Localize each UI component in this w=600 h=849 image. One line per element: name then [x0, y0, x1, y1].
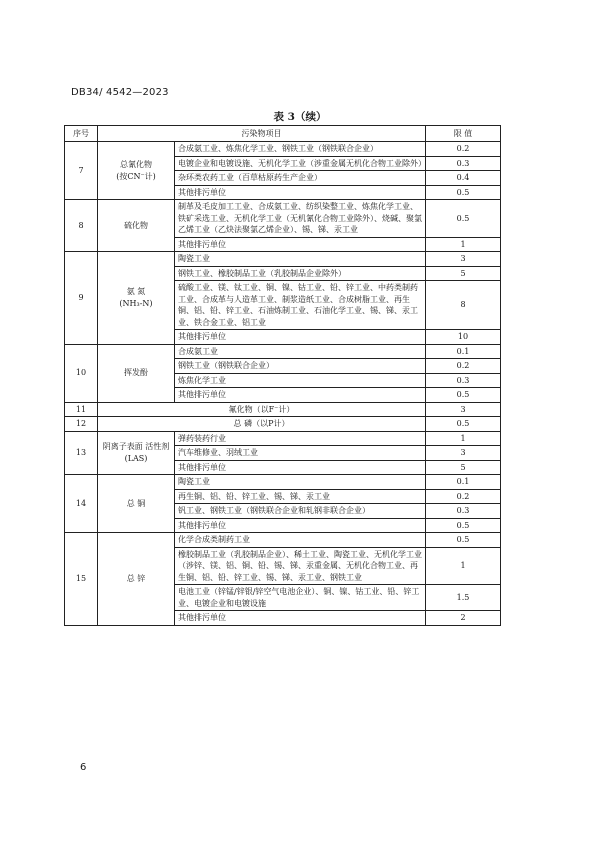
pollutant-limits-table: [64, 125, 501, 626]
industry-cell: 橡胶制品工业（乳胶制品企业）、稀土工业、陶瓷工业、无机化学工业（涉锌、镁、铝、铜、铅、锡、锑、汞重金属、无机化合物工业、再生铜、铝、铅、锌工业、锡、锑、汞工业、钢铁工业: [175, 547, 426, 585]
industry-cell: 其他排污单位: [175, 330, 426, 345]
table-row: [65, 533, 501, 548]
industry-cell: 陶瓷工业: [175, 475, 426, 490]
industry-cell: 合成氨工业、炼焦化学工业、钢铁工业（钢铁联合企业）: [175, 142, 426, 157]
limit-cell: 0.5: [426, 200, 501, 238]
limit-cell: 0.5: [426, 185, 501, 200]
industry-cell: 电池工业（锌锰/锌银/锌空气电池企业）、铜、镍、钴工业、铅、锌工业、电镀企业和电镀设施: [175, 585, 426, 611]
industry-cell: 化学合成类制药工业: [175, 533, 426, 548]
industry-cell: 其他排污单位: [175, 518, 426, 533]
table-row: [65, 200, 501, 238]
limit-cell: 5: [426, 460, 501, 475]
industry-cell: 其他排污单位: [175, 460, 426, 475]
industry-cell: 其他排污单位: [175, 388, 426, 403]
row-number: 14: [65, 475, 98, 533]
industry-cell: 电镀企业和电镀设施、无机化学工业（涉重金属无机化合物工业除外）: [175, 156, 426, 171]
limit-cell: 1: [426, 547, 501, 585]
industry-cell: 硫酸工业、镁、钛工业、铜、镍、钴工业、铅、锌工业、中药类制药工业、合成革与人造革工业、制浆造纸工业、合成树脂工业、再生铜、铝、铅、锌工业、石油炼制工业、石油化学工业、锡、锑、汞工业、铁合金工业、铝工业: [175, 281, 426, 330]
limit-cell: 0.5: [426, 518, 501, 533]
industry-cell: 合成氨工业: [175, 344, 426, 359]
table-title: 表 3（续）: [273, 111, 327, 123]
row-number: 7: [65, 142, 98, 200]
table-header-row: [65, 126, 501, 142]
pollutant-name: 总 铜: [126, 498, 146, 508]
pollutant-name: 总 锌: [126, 574, 146, 583]
industry-cell: 杂环类农药工业（百草枯原药生产企业）: [175, 171, 426, 186]
industry-cell: 钢铁工业、橡胶制品工业（乳胶制品企业除外）: [175, 266, 426, 281]
limit-cell: 0.3: [426, 504, 501, 519]
limit-cell: 3: [426, 446, 501, 461]
row-number: 13: [65, 431, 98, 475]
row-number: 15: [65, 533, 98, 626]
industry-cell: 其他排污单位: [175, 611, 426, 626]
industry-cell: 再生铜、铝、铅、锌工业、锡、锑、汞工业: [175, 489, 426, 504]
limit-cell: 0.5: [426, 533, 501, 548]
table-row: [65, 431, 501, 446]
industry-cell: 钒工业、钢铁工业（钢铁联合企业和轧钢非联合企业）: [175, 504, 426, 519]
limit-cell: 0.1: [426, 475, 501, 490]
row-number: 11: [65, 402, 98, 417]
pollutant-note: (LAS): [124, 453, 148, 463]
limit-cell: 0.2: [426, 359, 501, 374]
header-limit: 限 值: [426, 126, 501, 142]
limit-cell: 1.5: [426, 585, 501, 611]
industry-cell: 其他排污单位: [175, 185, 426, 200]
limit-cell: 2: [426, 611, 501, 626]
industry-cell: 制革及毛皮加工工业、合成氨工业、纺织染整工业、炼焦化学工业、铁矿采选工业、无机化学工业（无机氰化合物工业除外）、烧碱、聚氯乙烯工业（乙炔法聚氯乙烯企业）、锡、锑、汞工业: [175, 200, 426, 238]
pollutant-name: 硫化物: [124, 220, 148, 230]
table-row: [65, 142, 501, 157]
limit-cell: 0.3: [426, 373, 501, 388]
header-no: 序号: [65, 126, 98, 142]
pollutant-span-cell: 总 磷（以P计）: [98, 417, 426, 432]
limit-cell: 0.5: [426, 388, 501, 403]
table-row: [65, 475, 501, 490]
standard-code: DB34/ 4542—2023: [71, 87, 169, 98]
industry-cell: 其他排污单位: [175, 237, 426, 252]
pollutant-cell: [98, 344, 175, 402]
limit-cell: 0.2: [426, 489, 501, 504]
limit-cell: 5: [426, 266, 501, 281]
limit-cell: 10: [426, 330, 501, 345]
pollutant-span-cell: 氟化物（以F⁻计）: [98, 402, 426, 417]
industry-cell: 钢铁工业（钢铁联合企业）: [175, 359, 426, 374]
row-number: 12: [65, 417, 98, 432]
table-row: [65, 252, 501, 267]
limit-cell: 1: [426, 431, 501, 446]
pollutant-name: 挥发酚: [124, 368, 148, 378]
limit-cell: 0.4: [426, 171, 501, 186]
pollutant-cell: [98, 431, 175, 475]
pollutant-name: 氨 氮: [126, 287, 146, 297]
limit-cell: 1: [426, 237, 501, 252]
pollutant-name: 总氰化物: [120, 160, 152, 169]
row-number: 10: [65, 344, 98, 402]
limit-cell: 0.5: [426, 417, 501, 432]
limit-cell: 0.1: [426, 344, 501, 359]
page-number: 6: [80, 762, 87, 773]
pollutant-name: 阴离子表面 活性剂: [102, 442, 170, 452]
pollutant-cell: [98, 252, 175, 345]
pollutant-cell: [98, 200, 175, 252]
industry-cell: 炼焦化学工业: [175, 373, 426, 388]
pollutant-note: (NH₃-N): [119, 298, 153, 308]
table-row: [65, 344, 501, 359]
industry-cell: 弹药装药行业: [175, 431, 426, 446]
industry-cell: 陶瓷工业: [175, 252, 426, 267]
industry-cell: 汽车维修业、羽绒工业: [175, 446, 426, 461]
limit-cell: 0.2: [426, 142, 501, 157]
row-number: 8: [65, 200, 98, 252]
limit-cell: 0.3: [426, 156, 501, 171]
table-row: [65, 402, 501, 417]
limit-cell: 3: [426, 402, 501, 417]
pollutant-cell: [98, 475, 175, 533]
limit-cell: 3: [426, 252, 501, 267]
header-pollutant: 污染物项目: [98, 126, 426, 142]
pollutant-note: (按CN⁻计): [116, 171, 156, 181]
limit-cell: 8: [426, 281, 501, 330]
table-row: [65, 417, 501, 432]
row-number: 9: [65, 252, 98, 345]
pollutant-cell: [98, 142, 175, 200]
pollutant-cell: [98, 533, 175, 626]
